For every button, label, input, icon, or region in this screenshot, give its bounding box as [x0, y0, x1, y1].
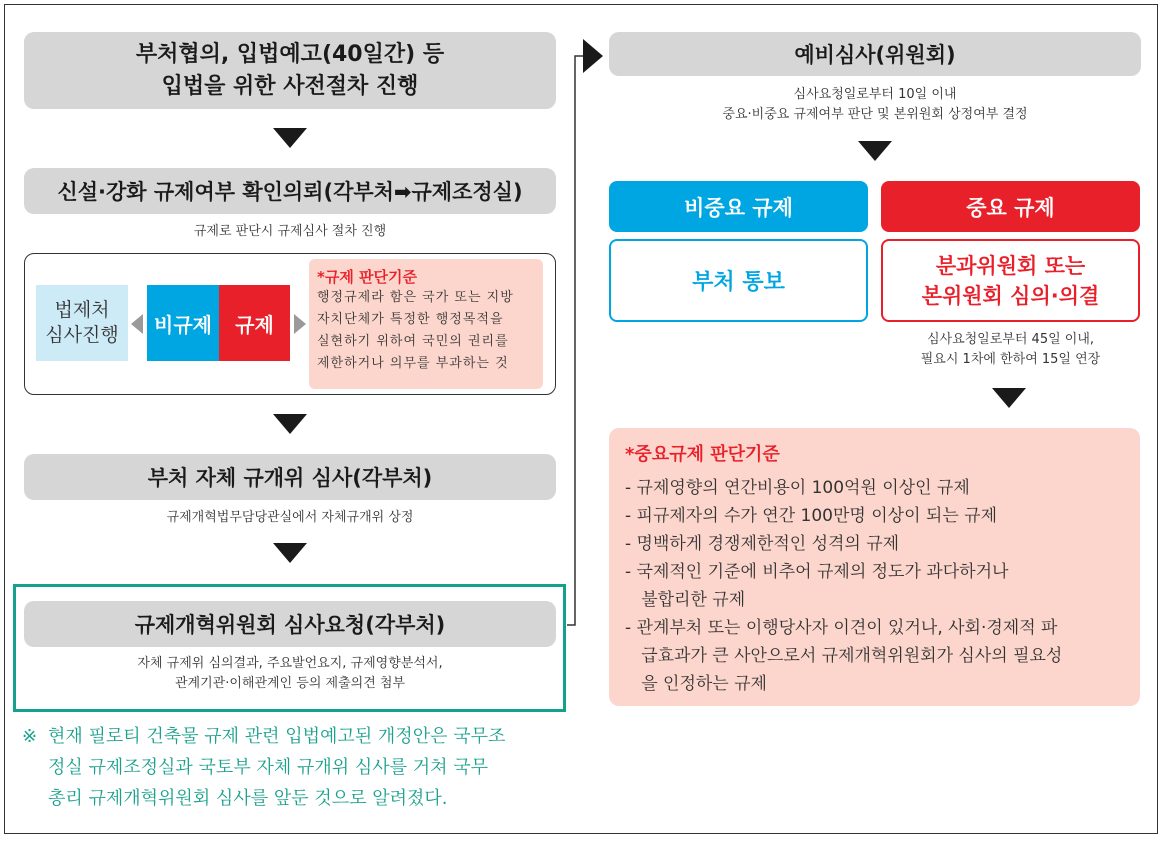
step-request-review-title: 규제개혁위원회 심사요청(각부처) — [134, 613, 446, 637]
step-preliminary-review-note-line1: 심사요청일로부터 10일 이내 — [793, 87, 957, 102]
step-preliminary-review-title: 예비심사(위원회) — [794, 43, 956, 67]
important-criteria-item: - 관계부처 또는 이행당사자 이견이 있거나, 사회·경제적 파 — [625, 618, 1058, 638]
non-important-body-label: 부처 통보 — [692, 270, 785, 295]
legal-review-box — [36, 285, 128, 361]
regulation-criteria-line: 제한하거나 의무를 부과하는 것 — [317, 356, 509, 371]
step-regulation-check-title: 신설·강화 규제여부 확인의뢰(각부처➡규제조정실) — [57, 180, 523, 204]
step-request-review — [24, 601, 556, 647]
arrow-right-connector — [583, 39, 603, 73]
arrow-down-right-1 — [858, 141, 892, 161]
important-header — [881, 181, 1140, 232]
step-preliminary-review-note — [609, 85, 1141, 125]
step-consultation-line2: 입법을 위한 사전절차 진행 — [161, 73, 419, 99]
step-regulation-check — [24, 168, 556, 214]
important-body-line2: 본위원회 심의·의결 — [921, 283, 1100, 308]
footnote-line2: 정실 규제조정실과 국토부 자체 규개위 심사를 거쳐 국무 — [48, 757, 488, 778]
regulation-criteria-title: *규제 판단기준 — [317, 268, 418, 286]
regulation-criteria-line: 자치단체가 특정한 행정목적을 — [317, 312, 504, 327]
important-criteria-box — [609, 428, 1140, 706]
footnote-mark: ※ — [22, 726, 38, 747]
step-request-review-note — [24, 654, 556, 694]
non-regulation-label: 비규제 — [154, 312, 212, 337]
important-criteria-list — [625, 474, 1128, 698]
regulation-criteria-line: 실현하기 위하여 국민의 권리를 — [317, 334, 509, 349]
important-note-line2: 필요시 1차에 한하여 15일 연장 — [920, 352, 1101, 367]
regulation-box — [219, 285, 290, 361]
arrow-down-right-2 — [992, 388, 1026, 408]
important-note-line1: 심사요청일로부터 45일 이내, — [926, 332, 1095, 347]
arrow-down-2 — [273, 414, 307, 434]
regulation-criteria-lines — [317, 287, 535, 375]
legal-review-line1: 법제처 — [54, 299, 110, 321]
important-criteria-item: 불합리한 규제 — [625, 590, 746, 610]
legal-review-line2: 심사진행 — [45, 324, 119, 346]
footnote-line1: 현재 필로티 건축물 규제 관련 입법예고된 개정안은 국무조 — [48, 726, 506, 747]
step-self-review-title: 부처 자체 규개위 심사(각부처) — [147, 466, 433, 490]
important-criteria-item: - 명백하게 경쟁제한적인 성격의 규제 — [625, 534, 900, 554]
non-important-header-label: 비중요 규제 — [684, 195, 793, 220]
step-consultation — [24, 32, 556, 109]
important-criteria-item: 을 인정하는 규제 — [625, 674, 767, 694]
arrow-right-small — [294, 314, 306, 334]
regulation-criteria-box — [309, 259, 543, 389]
step-self-review-note: 규제개혁법무담당관실에서 자체규개위 상정 — [166, 510, 414, 525]
step-self-review — [24, 454, 556, 500]
arrow-down-3 — [273, 543, 307, 563]
important-header-label: 중요 규제 — [966, 195, 1055, 220]
step-regulation-check-note: 규제로 판단시 규제심사 절차 진행 — [193, 224, 387, 239]
important-criteria-item: - 국제적인 기준에 비추어 규제의 정도가 과다하거나 — [625, 562, 1009, 582]
important-body — [881, 239, 1140, 322]
regulation-label: 규제 — [235, 312, 274, 337]
connector-line — [560, 40, 608, 630]
step-request-review-note-line1: 자체 규제위 심의결과, 주요발언요지, 규제영향분석서, — [137, 656, 443, 671]
non-important-header — [609, 181, 868, 232]
important-body-line1: 분과위원회 또는 — [935, 253, 1086, 278]
important-criteria-item: - 규제영향의 연간비용이 100억원 이상인 규제 — [625, 478, 970, 498]
important-criteria-item: - 피규제자의 수가 연간 100만명 이상이 되는 규제 — [625, 506, 998, 526]
non-important-body — [609, 239, 868, 322]
important-criteria-item: 급효과가 큰 사안으로서 규제개혁위원회가 심사의 필요성 — [625, 646, 1063, 666]
non-regulation-box — [147, 285, 219, 361]
regulation-criteria-line: 행정규제라 함은 국가 또는 지방 — [317, 290, 514, 305]
step-consultation-line1: 부처협의, 입법예고(40일간) 등 — [135, 41, 445, 67]
footnote-line3: 총리 규제개혁위원회 심사를 앞둔 것으로 알려졌다. — [48, 788, 448, 809]
important-criteria-title: *중요규제 판단기준 — [625, 444, 780, 465]
step-request-review-note-line2: 관계기관·이해관계인 등의 제출의견 첨부 — [174, 676, 405, 691]
important-note — [881, 330, 1140, 370]
arrow-down-1 — [273, 128, 307, 148]
footnote — [22, 721, 562, 814]
step-preliminary-review-note-line2: 중요·비중요 규제여부 판단 및 본위원회 상정여부 결정 — [722, 107, 1028, 122]
arrow-left-small — [131, 314, 143, 334]
step-preliminary-review — [609, 32, 1141, 76]
